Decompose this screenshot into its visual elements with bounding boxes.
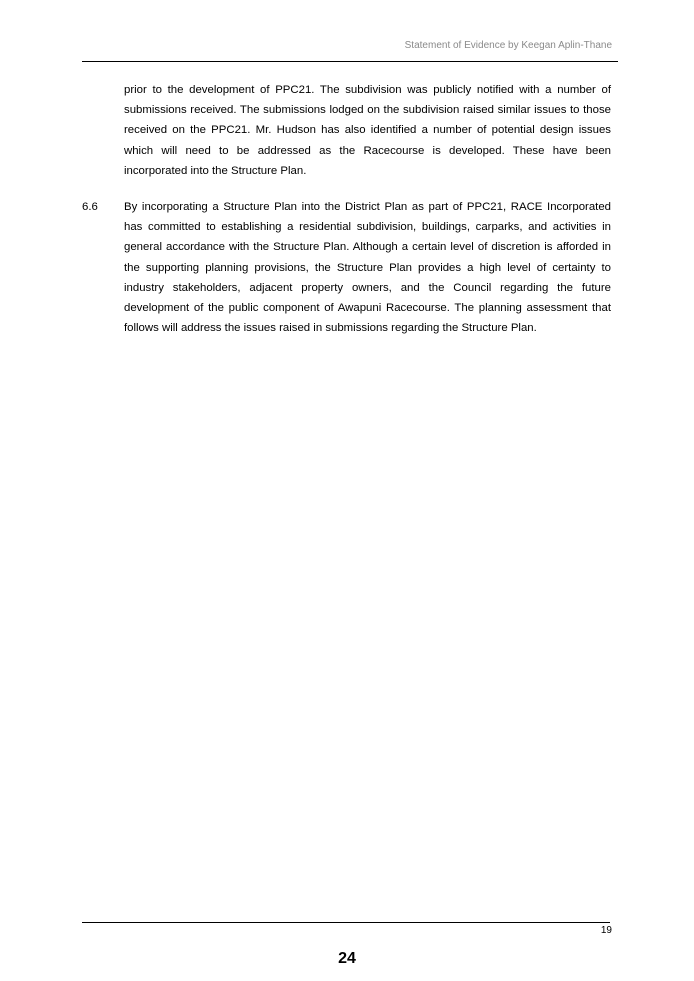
paragraph-continued: prior to the development of PPC21. The subdivision was publicly notified with a number of submissions received. The submissions lodged on the subdivision raised similar issues to those received on the PPC21. Mr. Hudson has also identified a number of potential design issues which will need to be addressed as the Racecourse is developed. These have been incorporated into the Structure Plan.	[124, 84, 611, 177]
header-divider	[82, 61, 618, 62]
footer-page-number: 19	[600, 925, 612, 936]
document-stamp-number: 24	[338, 950, 356, 967]
paragraph-number: 6.6	[82, 201, 98, 213]
paragraph-6-6: By incorporating a Structure Plan into the District Plan as part of PPC21, RACE Incorporated has committed to establishing a residential subdivision, buildings, carparks, and activities in general accordance with the Structure Plan. Although a certain level of discretion is afforded in the supporting planning provisions, the Structure Plan provides a high level of certainty to industry stakeholders, adjacent property owners, and the Council regarding the future development of the public component of Awapuni Racecourse. The planning assessment that follows will address the issues raised in submissions regarding the Structure Plan.	[124, 201, 611, 335]
header-title: Statement of Evidence by Keegan Aplin-Thane	[404, 40, 612, 51]
footer-divider	[82, 922, 610, 923]
